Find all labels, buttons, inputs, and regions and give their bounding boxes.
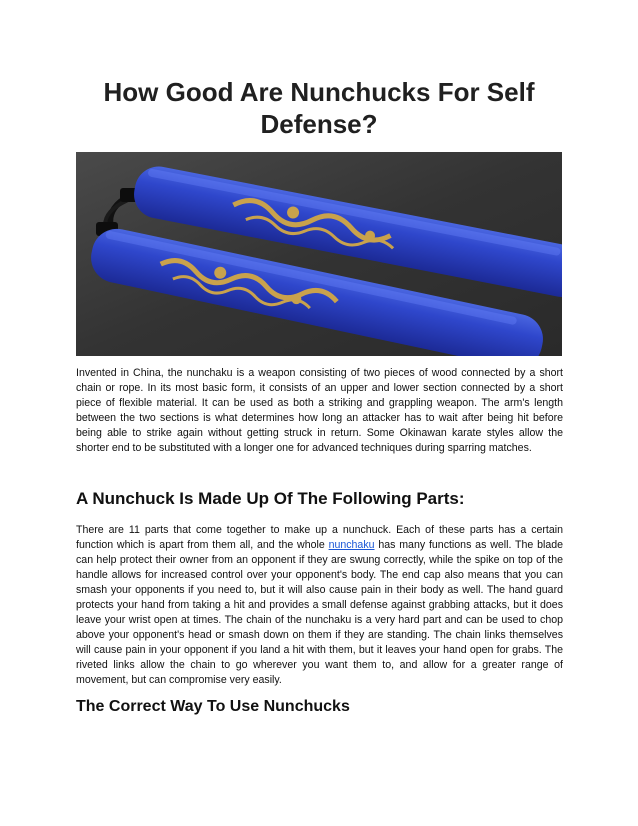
nunchaku-link[interactable]: nunchaku <box>328 539 375 551</box>
parts-text-before-link: There are 11 parts that come together to make up a nunchuck. Each of these parts has a certain function which is apart from them all, and the whole <box>76 524 563 551</box>
intro-paragraph: Invented in China, the nunchaku is a weapon consisting of two pieces of wood connected by a short chain or rope. In its most basic form, it consists of an upper and lower section connected by a short piece of flexible material. It can be used as both a striking and grappling weapon. The arm's length between the two sections is what determines how long an attacker has to wait after being hit before being able to strike again without getting struck in return. Some Okinawan karate styles allow the shorter end to be substituted with a longer one for advanced techniques during sparring matches. <box>76 367 563 454</box>
page-title: How Good Are Nunchucks For Self Defense? <box>103 77 535 139</box>
parts-paragraph <box>76 523 563 688</box>
parts-heading: A Nunchuck Is Made Up Of The Following Parts: <box>76 489 465 508</box>
parts-text-after-link: has many functions as well. The blade can help protect their owner from an opponent if they are swung correctly, while the spike on top of the handle allows for increased control over your opponent's body. The end cap also means that you can smash your opponents if you need to, but it will also cause pain in their body as well. The hand guard protects your hand from taking a hit and provides a small defense against grabbing attacks, but it does leave your wrist open at times. The chain of the nunchaku is a very hard part and can be used to chop above your opponent's head or smash down on them if they are standing. The chain links themselves will cause pain in your opponent if you land a hit with them, but it leaves your hand open for grabs. The riveted links allow the chain to go wherever you want them to, and allow for a greater range of movement, but can compromise very easily. <box>76 539 564 686</box>
nunchaku-photo-icon <box>76 152 562 356</box>
use-heading: The Correct Way To Use Nunchucks <box>76 698 350 715</box>
